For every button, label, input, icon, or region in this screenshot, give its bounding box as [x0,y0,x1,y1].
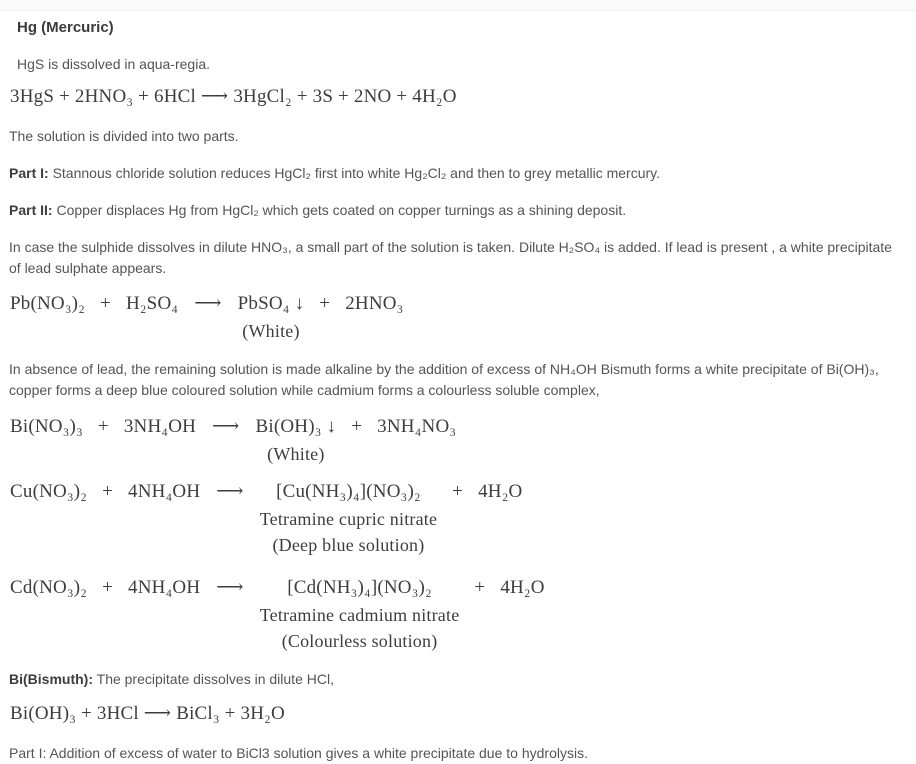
part2-text: Copper displaces Hg from HgCl₂ which gets coated on copper turnings as a shining deposit. [52,202,627,218]
equation-aqua-regia [10,84,906,110]
eq-reactant: Cu(NO₃)₂ [10,481,88,502]
bismuth-text: The precipitate dissolves in dilute HCl, [93,671,334,687]
eq-text: Bi(OH)₃ + 3HCl ⟶ BiCl₃ + 3H₂O [10,703,285,724]
paragraph-bismuth [9,669,906,690]
equation-cadmium-complex [10,575,906,653]
bismuth-label: Bi(Bismuth): [9,671,93,687]
eq-product: [Cu(NH₃)₄](NO₃)₂ [276,481,421,502]
eq-product: 4H₂O [500,577,545,598]
eq-annotation: (Colourless solution) [281,631,438,651]
eq-operator: + [351,416,363,437]
eq-product: Bi(OH)₃ ↓ [255,416,337,437]
eq-operator: + [102,577,114,598]
eq-annotation: (Deep blue solution) [272,535,425,555]
eq-product: [Cd(NH₃)₄](NO₃)₂ [287,577,432,598]
eq-product: 3NH₄NO₃ [377,416,457,437]
eq-reactant: Bi(NO₃)₃ [10,416,83,437]
paragraph-hydrolysis: Part I: Addition of excess of water to BiCl3 solution gives a white precipitate due to hydrolysis. [9,745,588,761]
eq-product-with-label [238,291,305,343]
eq-annotation: Tetramine cupric nitrate [259,509,438,529]
content [0,18,916,764]
eq-annotation: (White) [242,321,300,341]
paragraph-part2 [9,200,906,221]
eq-reactant: 4NH₄OH [128,481,201,502]
part1-text: Stannous chloride solution reduces HgCl₂ first into white Hg₂Cl₂ and then to grey metallic mercury. [48,165,661,181]
eq-operator: + [452,481,464,502]
part1-label: Part I: [9,165,49,181]
part2-label: Part II: [9,202,53,218]
paragraph-part1 [9,163,906,184]
eq-operator: + [319,293,331,314]
eq-product-with-label [260,479,437,557]
paragraph-intro: HgS is dissolved in aqua-regia. [17,56,210,72]
eq-operator: + [100,293,111,314]
reaction-arrow: ⟶ [216,577,244,598]
reaction-arrow: ⟶ [194,293,222,314]
eq-reactant: 3NH₄OH [123,416,197,437]
paragraph-sulphide: In case the sulphide dissolves in dilute HNO₃, a small part of the solution is taken. Dilute H₂SO₄ is added. If lead is present , a white precipitate of lead sulphate appears. [9,239,892,276]
reaction-arrow: ⟶ [216,481,244,502]
eq-reactant: Pb(NO₃)₂ [10,293,86,314]
eq-operator: + [474,577,486,598]
equation-lead-sulphate [10,291,906,343]
eq-reactant: 4NH₄OH [128,577,201,598]
eq-annotation: (White) [267,444,325,464]
eq-product: 4H₂O [478,481,523,502]
eq-reactant: H₂SO₄ [125,293,179,314]
eq-annotation: Tetramine cadmium nitrate [259,605,460,625]
top-edge-decoration [0,0,916,11]
eq-product: 2HNO₃ [345,293,404,314]
paragraph-absence-of-lead: In absence of lead, the remaining solution is made alkaline by the addition of excess of NH₄OH Bismuth forms a white precipitate of Bi(OH)₃, copper forms a deep blue coloured solution while cadmium forms a colourless soluble complex, [9,361,879,398]
reaction-arrow: ⟶ [212,416,240,437]
equation-copper-complex [10,479,906,557]
eq-product: PbSO₄ ↓ [237,293,305,314]
equation-bismuth-hydroxide [10,414,906,466]
eq-operator: + [102,481,114,502]
eq-product-with-label [260,575,460,653]
eq-product-with-label [256,414,337,466]
equation-bicl3 [10,701,906,727]
eq-text: 3HgS + 2HNO₃ + 6HCl ⟶ 3HgCl₂ + 3S + 2NO + 4H₂O [10,86,457,107]
paragraph-divided: The solution is divided into two parts. [9,128,239,144]
eq-operator: + [97,416,109,437]
eq-reactant: Cd(NO₃)₂ [10,577,88,598]
section-heading: Hg (Mercuric) [17,19,114,36]
